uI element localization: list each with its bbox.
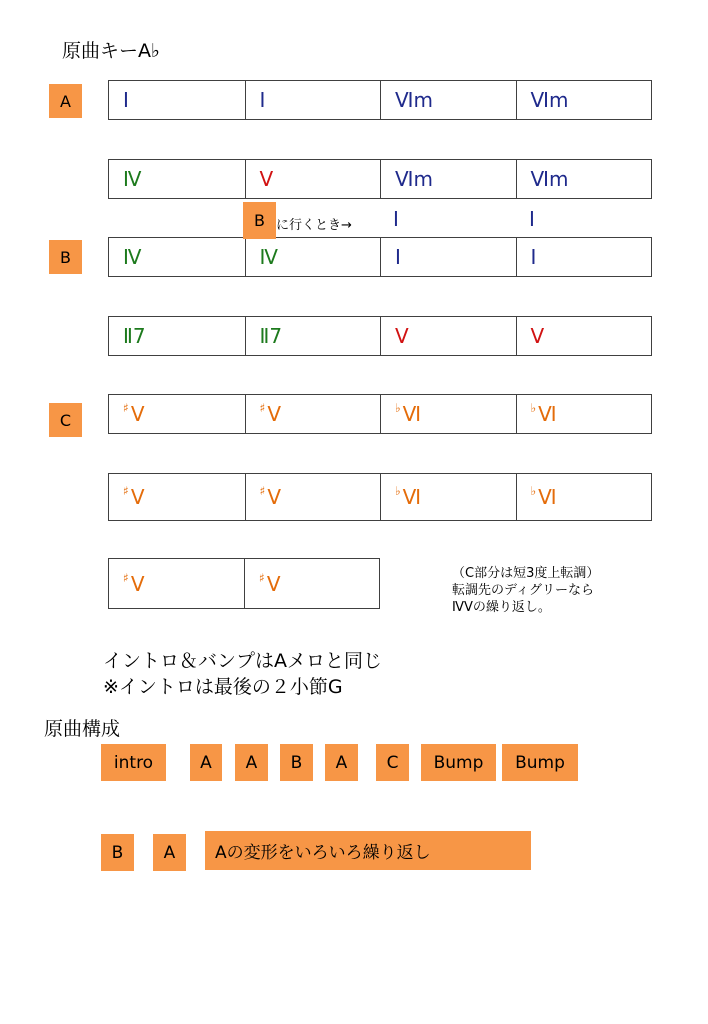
chord-cell	[380, 395, 516, 433]
intro-note-line: イントロ＆バンプはAメロと同じ	[103, 650, 382, 672]
chord-cell	[245, 395, 381, 433]
chord-symbol: Ⅵ	[538, 485, 557, 509]
chord-symbol: Ⅳ	[123, 167, 142, 191]
chord-cell	[109, 317, 245, 355]
structure-block-variant: Aの変形をいろいろ繰り返し	[205, 831, 531, 870]
goto-b-label: B	[243, 202, 276, 239]
structure-block: Bump	[421, 744, 496, 781]
chord-cell	[516, 474, 652, 520]
chord-symbol: Ⅰ	[123, 88, 129, 112]
chord-symbol: Ⅵ	[538, 402, 557, 426]
chord-symbol: Ⅴ	[130, 402, 145, 426]
chord-cell	[109, 238, 245, 276]
chord-symbol: Ⅰ	[395, 245, 401, 269]
sharp-sign: ♯	[259, 401, 266, 415]
chord-symbol: Ⅰ	[259, 88, 266, 112]
chord-symbol: Ⅳ	[123, 245, 142, 269]
structure-block: A	[153, 834, 186, 871]
section-label-a: A	[49, 84, 82, 118]
chord-row-2	[108, 159, 652, 199]
chord-row-7	[108, 558, 380, 609]
chord-cell	[380, 474, 516, 520]
chord-symbol: Ⅴ	[395, 324, 409, 348]
chord-cell	[380, 81, 516, 119]
chord-cell	[109, 160, 245, 198]
flat-sign: ♭	[530, 484, 537, 498]
chord-cell	[245, 81, 381, 119]
chord-row-5	[108, 394, 652, 434]
intro-note-line: ※イントロは最後の２小節G	[103, 676, 343, 698]
chord-symbol: Ⅵ	[402, 485, 422, 509]
structure-block: B	[280, 744, 313, 781]
chord-cell	[244, 559, 379, 608]
chord-symbol: Ⅵm	[395, 167, 433, 191]
chord-symbol: Ⅴ	[130, 571, 145, 596]
chord-cell	[109, 559, 244, 608]
structure-block: intro	[101, 744, 166, 781]
chord-cell	[516, 238, 652, 276]
chord-symbol: Ⅳ	[259, 245, 278, 269]
structure-block: A	[190, 744, 222, 781]
chord-row-1	[108, 80, 652, 120]
chord-cell	[516, 160, 652, 198]
intro-note	[103, 648, 382, 700]
chord-symbol: Ⅴ	[530, 324, 545, 348]
structure-block: C	[376, 744, 409, 781]
flat-sign: ♭	[395, 401, 401, 415]
note-line: （C部分は短3度上転調）	[452, 566, 600, 581]
structure-title: 原曲構成	[44, 718, 121, 740]
sharp-sign: ♯	[259, 570, 265, 585]
sharp-sign: ♯	[123, 484, 129, 498]
modulation-note	[452, 565, 599, 616]
chord-symbol: Ⅵm	[530, 88, 569, 112]
goto-chord-1: Ⅰ	[393, 207, 399, 231]
chord-symbol: Ⅴ	[130, 485, 145, 509]
chord-cell	[380, 160, 516, 198]
page-title: 原曲キーA♭	[62, 40, 160, 62]
chord-cell	[245, 474, 381, 520]
chord-symbol: Ⅰ	[530, 245, 537, 269]
chord-cell	[109, 474, 245, 520]
chord-cell	[516, 317, 652, 355]
goto-b-text: に行くとき→	[276, 218, 352, 233]
chord-cell	[380, 238, 516, 276]
chord-row-6	[108, 473, 652, 521]
chord-cell	[245, 160, 381, 198]
chord-row-3	[108, 237, 652, 277]
chord-symbol: Ⅵm	[395, 88, 433, 112]
section-label-b: B	[49, 240, 82, 274]
section-label-c: C	[49, 403, 82, 437]
structure-block: A	[235, 744, 268, 781]
structure-block: A	[325, 744, 358, 781]
structure-block: Bump	[502, 744, 578, 781]
chord-cell	[380, 317, 516, 355]
chord-row-4	[108, 316, 652, 356]
chord-cell	[516, 81, 652, 119]
chord-cell	[109, 395, 245, 433]
flat-sign: ♭	[530, 401, 537, 415]
goto-chord-2: Ⅰ	[529, 207, 535, 231]
chord-symbol: Ⅱ7	[123, 324, 146, 348]
chord-symbol: Ⅴ	[267, 402, 281, 426]
chord-symbol: Ⅱ7	[259, 324, 283, 348]
chord-cell	[245, 238, 381, 276]
chord-cell	[516, 395, 652, 433]
chord-symbol: Ⅴ	[266, 571, 281, 596]
note-line: ⅣⅤの繰り返し。	[452, 600, 551, 615]
flat-sign: ♭	[395, 484, 401, 498]
chord-symbol: Ⅴ	[259, 167, 274, 191]
chord-cell	[245, 317, 381, 355]
chord-symbol: Ⅵm	[530, 167, 569, 191]
note-line: 転調先のディグリーなら	[452, 583, 594, 598]
chord-cell	[109, 81, 245, 119]
chord-symbol: Ⅵ	[402, 402, 422, 426]
sharp-sign: ♯	[123, 401, 129, 415]
sharp-sign: ♯	[259, 484, 266, 498]
sharp-sign: ♯	[123, 570, 129, 585]
structure-block: B	[101, 834, 134, 871]
chord-symbol: Ⅴ	[267, 485, 281, 509]
